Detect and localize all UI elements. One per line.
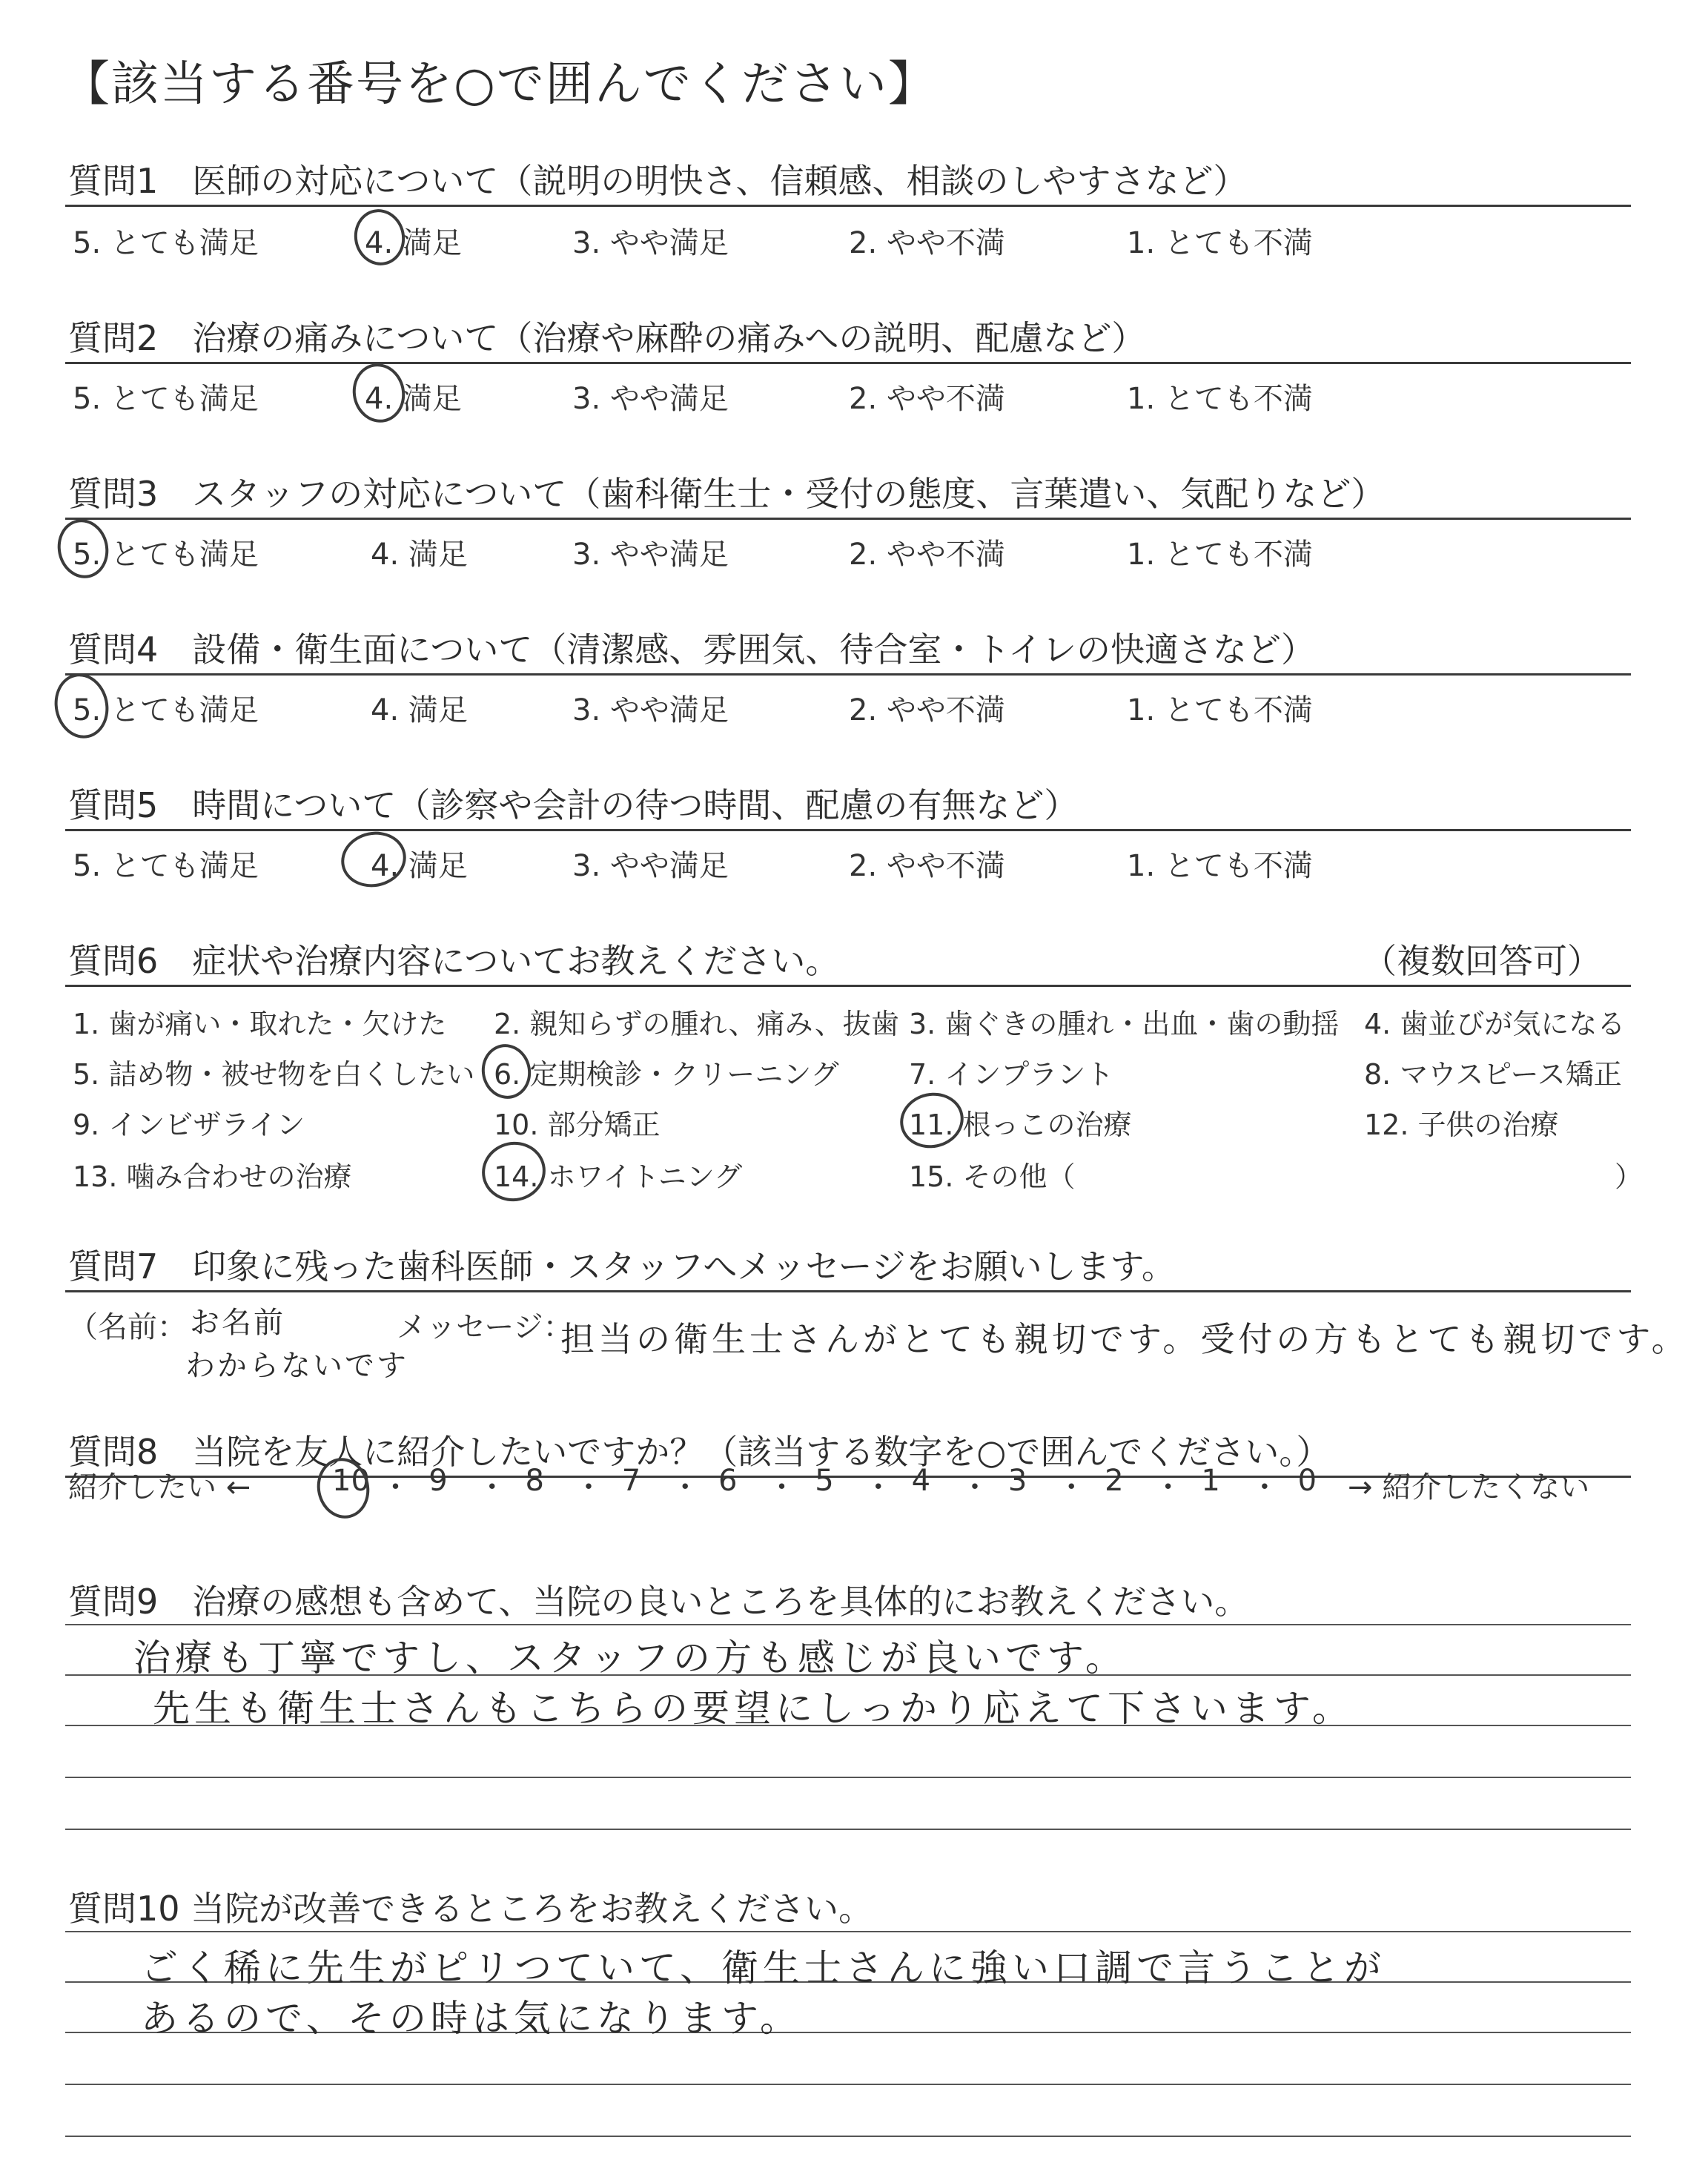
q5-option-5[interactable]: 5. とても満足 — [73, 849, 259, 883]
q9-answer-handwritten-2: 先生も衛生士さんもこちらの要望にしっかり応えて下さいます。 — [153, 1687, 1354, 1730]
q10-line-5 — [65, 2136, 1631, 2137]
q8-title: 質問8 当院を友人に紹介したいですか？（該当する数字を○で囲んでください。） — [68, 1432, 1331, 1472]
q1-option-5[interactable]: 5. とても満足 — [73, 226, 259, 260]
q8-scale-value-3[interactable]: 3 — [1007, 1464, 1027, 1498]
q3-option-1[interactable]: 1. とても不満 — [1127, 538, 1313, 572]
q8-scale — [332, 1464, 1343, 1505]
q6-item-1[interactable]: 1. 歯が痛い・取れた・欠けた — [73, 1008, 447, 1040]
q6-title: 質問6 症状や治療内容についてお教えください。 — [68, 941, 840, 981]
q6-multi-answer-note: （複数回答可） — [1363, 941, 1601, 981]
q8-scale-left-label: 紹介したい ← — [68, 1470, 251, 1505]
q9-title: 質問9 治療の感想も含めて、当院の良いところを具体的にお教えください。 — [68, 1582, 1249, 1622]
q10-line-1 — [65, 1931, 1631, 1932]
q8-scale-right-label: → 紹介したくない — [1348, 1470, 1590, 1505]
q9-line-4 — [65, 1777, 1631, 1778]
q2-option-3[interactable]: 3. やや満足 — [572, 382, 729, 416]
q6-item-7[interactable]: 7. インプラント — [909, 1058, 1114, 1091]
q8-scale-separator: ・ — [380, 1470, 411, 1505]
q6-item-8[interactable]: 8. マウスピース矯正 — [1364, 1058, 1622, 1091]
q5-option-3[interactable]: 3. やや満足 — [572, 849, 729, 883]
q3-option-2[interactable]: 2. やや不満 — [849, 538, 1005, 572]
q6-item-13[interactable]: 13. 噛み合わせの治療 — [73, 1160, 352, 1193]
q4-divider — [65, 673, 1631, 676]
q5-option-4[interactable]: 4. 満足 — [371, 849, 468, 883]
q7-message-label: メッセージ： — [397, 1310, 573, 1344]
q6-other-close-paren: ） — [1615, 1160, 1644, 1193]
q8-scale-value-9[interactable]: 9 — [428, 1464, 448, 1498]
q5-option-2[interactable]: 2. やや不満 — [849, 849, 1005, 883]
q6-item-10[interactable]: 10. 部分矯正 — [494, 1109, 661, 1141]
q8-scale-value-0[interactable]: 0 — [1297, 1464, 1317, 1498]
q7-title: 質問7 印象に残った歯科医師・スタッフへメッセージをお願いします。 — [68, 1246, 1176, 1287]
q6-item-9[interactable]: 9. インビザライン — [73, 1109, 305, 1141]
q4-title: 質問4 設備・衛生面について（清潔感、雰囲気、待合室・トイレの快適さなど） — [68, 630, 1316, 670]
q1-title: 質問1 医師の対応について（説明の明快さ、信頼感、相談のしやすさなど） — [68, 161, 1248, 201]
q7-name-handwritten-1: お名前 — [190, 1306, 285, 1340]
q2-divider — [65, 362, 1631, 364]
q8-scale-value-1[interactable]: 1 — [1201, 1464, 1220, 1498]
q1-option-3[interactable]: 3. やや満足 — [572, 226, 729, 260]
q6-item-15[interactable]: 15. その他（ — [909, 1160, 1076, 1193]
q1-divider — [65, 205, 1631, 207]
q4-option-2[interactable]: 2. やや不満 — [849, 693, 1005, 727]
q8-scale-separator: ・ — [477, 1470, 507, 1505]
q8-scale-separator: ・ — [1056, 1470, 1087, 1505]
q8-scale-value-4[interactable]: 4 — [911, 1464, 931, 1498]
q4-answer-circle — [49, 668, 115, 743]
q9-line-1 — [65, 1624, 1631, 1625]
q4-option-1[interactable]: 1. とても不満 — [1127, 693, 1313, 727]
q6-item-14[interactable]: 14. ホワイトニング — [494, 1160, 743, 1193]
q1-option-4[interactable]: 4. 満足 — [365, 226, 462, 260]
q3-divider — [65, 518, 1631, 520]
q7-message-handwritten: 担当の衛生士さんがとても親切です。受付の方もとても親切です。 — [560, 1319, 1689, 1359]
q2-option-2[interactable]: 2. やや不満 — [849, 382, 1005, 416]
form-header: 【該当する番号を○で囲んでください】 — [62, 57, 937, 112]
q8-scale-value-10[interactable]: 10 — [332, 1464, 370, 1498]
q3-option-4[interactable]: 4. 満足 — [371, 538, 468, 572]
q8-scale-separator: ・ — [670, 1470, 701, 1505]
q9-line-5 — [65, 1829, 1631, 1830]
q5-option-1[interactable]: 1. とても不満 — [1127, 849, 1313, 883]
q4-option-4[interactable]: 4. 満足 — [371, 693, 468, 727]
q10-answer-handwritten-2: あるので、その時は気になります。 — [141, 1997, 801, 2040]
q2-option-5[interactable]: 5. とても満足 — [73, 382, 259, 416]
q6-item-4[interactable]: 4. 歯並びが気になる — [1364, 1008, 1626, 1040]
q4-option-5[interactable]: 5. とても満足 — [73, 693, 259, 727]
q8-scale-separator: ・ — [1153, 1470, 1183, 1505]
q4-option-3[interactable]: 3. やや満足 — [572, 693, 729, 727]
q8-scale-separator: ・ — [960, 1470, 990, 1505]
q1-option-1[interactable]: 1. とても不満 — [1127, 226, 1313, 260]
q6-item-2[interactable]: 2. 親知らずの腫れ、痛み、抜歯 — [494, 1008, 899, 1040]
q6-item-5[interactable]: 5. 詰め物・被せ物を白くしたい — [73, 1058, 475, 1091]
q8-scale-separator: ・ — [573, 1470, 603, 1505]
q2-option-1[interactable]: 1. とても不満 — [1127, 382, 1313, 416]
q8-scale-separator: ・ — [863, 1470, 893, 1505]
q8-scale-value-2[interactable]: 2 — [1105, 1464, 1124, 1498]
q6-item-6[interactable]: 6. 定期検診・クリーニング — [494, 1058, 839, 1091]
q6-item-14-circle — [477, 1136, 552, 1207]
q8-scale-value-6[interactable]: 6 — [718, 1464, 738, 1498]
q6-item-11-circle — [895, 1087, 969, 1154]
q2-title: 質問2 治療の痛みについて（治療や麻酔の痛みへの説明、配慮など） — [68, 318, 1146, 358]
q8-scale-value-8[interactable]: 8 — [525, 1464, 544, 1498]
q10-answer-handwritten-1: ごく稀に先生がピリつていて、衛生士さんに強い口調で言うことが — [141, 1946, 1386, 1989]
q6-divider — [65, 985, 1631, 987]
q8-scale-separator: ・ — [767, 1470, 797, 1505]
q3-option-3[interactable]: 3. やや満足 — [572, 538, 729, 572]
q3-option-5[interactable]: 5. とても満足 — [73, 538, 259, 572]
q10-title: 質問10 当院が改善できるところをお教えください。 — [68, 1889, 873, 1929]
q8-scale-value-5[interactable]: 5 — [815, 1464, 834, 1498]
q7-name-label: （名前： — [68, 1310, 187, 1344]
q10-line-4 — [65, 2084, 1631, 2085]
q2-option-4[interactable]: 4. 満足 — [365, 382, 462, 416]
q8-scale-value-7[interactable]: 7 — [621, 1464, 641, 1498]
q5-divider — [65, 829, 1631, 831]
q7-name-handwritten-2: わからないです — [185, 1349, 408, 1383]
q3-title: 質問3 スタッフの対応について（歯科衛生士・受付の態度、言葉遣い、気配りなど） — [68, 474, 1386, 514]
q6-item-11[interactable]: 11. 根っこの治療 — [909, 1109, 1132, 1141]
q6-item-12[interactable]: 12. 子供の治療 — [1364, 1109, 1559, 1141]
q7-divider — [65, 1290, 1631, 1292]
q6-item-3[interactable]: 3. 歯ぐきの腫れ・出血・歯の動揺 — [909, 1008, 1340, 1040]
q1-option-2[interactable]: 2. やや不満 — [849, 226, 1005, 260]
q6-item-6-circle — [477, 1040, 536, 1103]
q9-answer-handwritten-1: 治療も丁寧ですし、スタッフの方も感じが良いです。 — [133, 1636, 1127, 1680]
q8-scale-separator: ・ — [1249, 1470, 1280, 1505]
q5-title: 質問5 時間について（診察や会計の待つ時間、配慮の有無など） — [68, 785, 1079, 825]
